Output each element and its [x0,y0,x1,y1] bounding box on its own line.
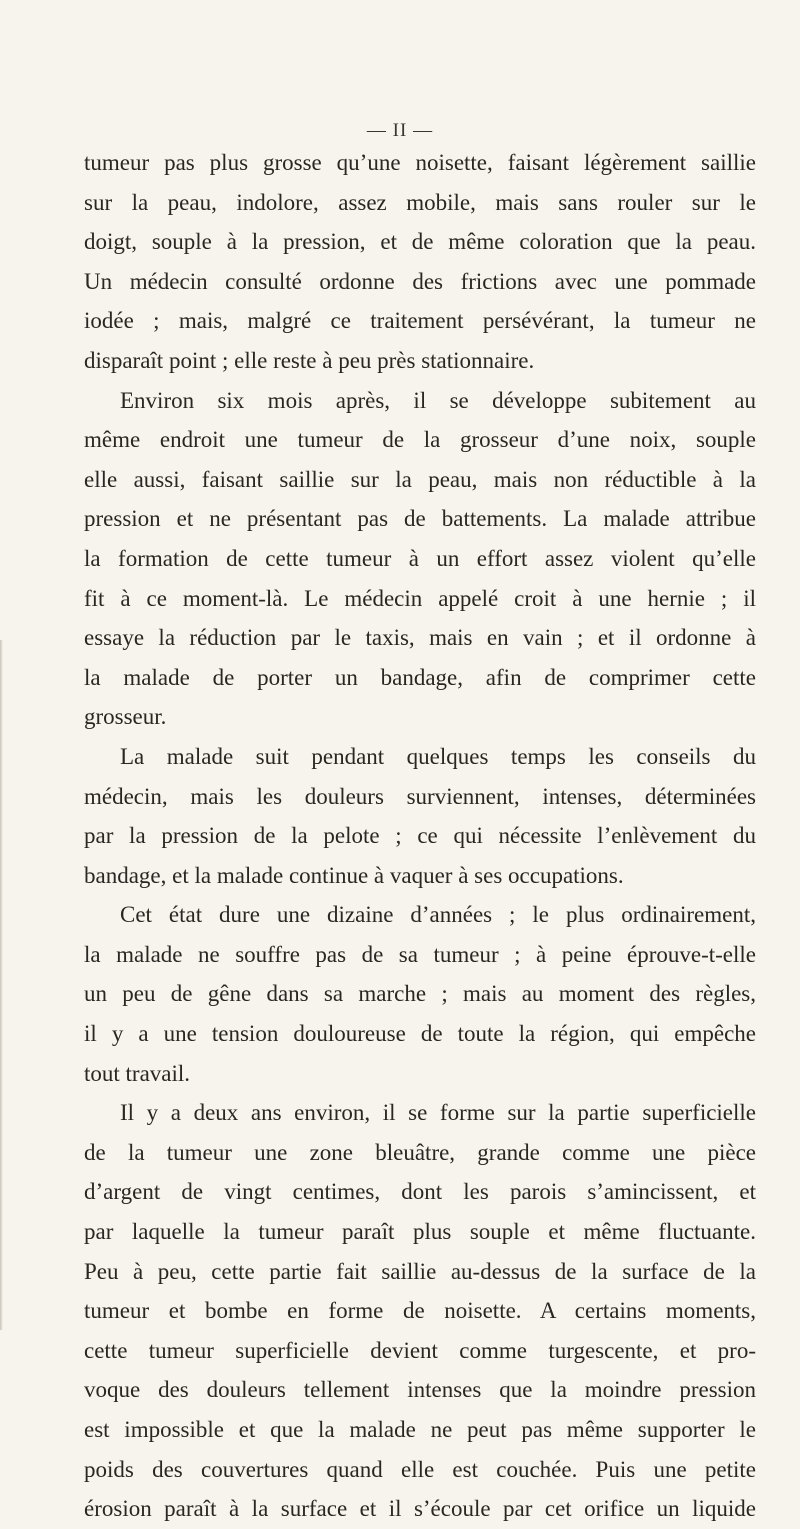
text-line: Un médecin consulté ordonne des frictions avec une pommade [84,268,756,294]
paragraph [84,895,756,1093]
text-line: d’argent de vingt centimes, dont les parois s’amincissent, et [84,1179,756,1205]
text-line: sur la peau, indolore, assez mobile, mais sans rouler sur le [84,189,756,215]
text-line: Peu à peu, cette partie fait saillie au-dessus de la surface de la [84,1258,756,1284]
text-line: érosion paraît à la surface et il s’écoule par cet orifice un liquide [84,1496,756,1522]
text-line: fit à ce moment-là. Le médecin appelé croit à une hernie ; il [84,585,756,611]
text-line: tout travail. [84,1060,191,1086]
text-line: voque des douleurs tellement intenses que la moindre pression [84,1377,756,1403]
paragraph [84,1093,756,1529]
text-line: la formation de cette tumeur à un effort assez violent qu’elle [84,545,756,571]
text-line: bandage, et la malade continue à vaquer à ses occupations. [84,862,624,888]
text-line: Cet état dure une dizaine d’années ; le plus ordinairement, [120,902,756,928]
text-line: poids des couvertures quand elle est couchée. Puis une petite [84,1456,756,1482]
text-line: pression et ne présentant pas de battements. La malade attribue [84,506,756,532]
text-line: grosseur. [84,704,167,730]
text-line: Il y a deux ans environ, il se forme sur la partie superficielle [120,1100,756,1126]
text-line: tumeur et bombe en forme de noisette. A certains moments, [84,1298,756,1324]
page-number: — II — [366,120,434,141]
paragraph [84,737,756,895]
text-line: cette tumeur superficielle devient comme turgescente, et pro- [84,1337,756,1363]
text-line: doigt, souple à la pression, et de même coloration que la peau. [84,229,756,255]
text-line: il y a une tension douloureuse de toute la région, qui empêche [84,1021,756,1047]
text-line: disparaît point ; elle reste à peu près stationnaire. [84,347,535,373]
text-line: elle aussi, faisant saillie sur la peau, mais non réductible à la [84,466,756,492]
text-line: un peu de gêne dans sa marche ; mais au moment des règles, [84,981,756,1007]
text-line: essaye la réduction par le taxis, mais en vain ; et il ordonne à [84,625,756,651]
text-line: tumeur pas plus grosse qu’une noisette, faisant légèrement saillie [84,150,756,175]
page-edge-shadow [0,640,3,1330]
text-line: même endroit une tumeur de la grosseur d’une noix, souple [84,427,756,453]
text-line: de la tumeur une zone bleuâtre, grande comme une pièce [84,1139,756,1165]
text-line: iodée ; mais, malgré ce traitement persévérant, la tumeur ne [84,308,756,334]
paragraph [84,143,756,381]
text-line: la malade ne souffre pas de sa tumeur ; à peine éprouve-t-elle [84,941,756,967]
text-line: par laquelle la tumeur paraît plus souple et même fluctuante. [84,1219,756,1245]
text-line: par la pression de la pelote ; ce qui nécessite l’enlèvement du [84,823,756,849]
body-text [84,143,756,1529]
paragraph [84,381,756,737]
text-line: est impossible et que la malade ne peut pas même supporter le [84,1417,756,1442]
text-line: la malade de porter un bandage, afin de comprimer cette [84,664,756,690]
text-line: La malade suit pendant quelques temps les conseils du [120,743,756,769]
text-line: médecin, mais les douleurs surviennent, intenses, déterminées [84,783,756,809]
text-line: Environ six mois après, il se développe subitement au [120,387,756,413]
